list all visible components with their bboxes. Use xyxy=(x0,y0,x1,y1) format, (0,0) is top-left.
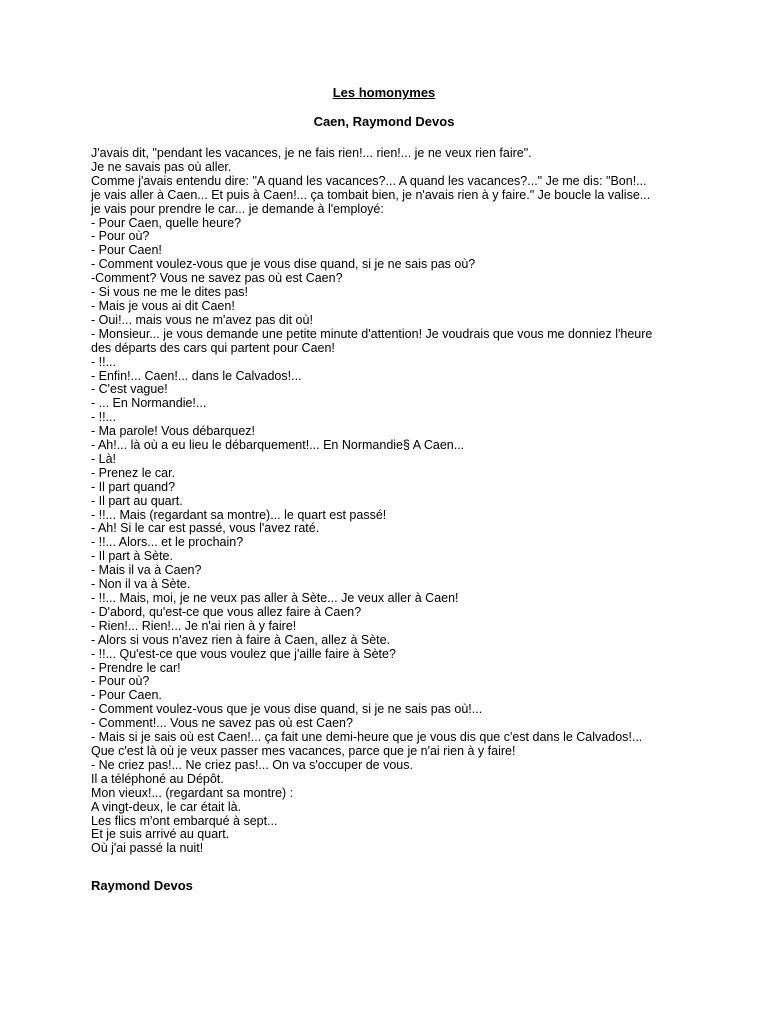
text-line: - Il part quand? xyxy=(91,479,176,494)
text-line: Et je suis arrivé au quart. xyxy=(91,827,230,842)
document-signature: Raymond Devos xyxy=(91,878,193,893)
text-line: - !!... Mais, moi, je ne veux pas aller à Sète... Je veux aller à Caen! xyxy=(91,591,459,605)
text-line: - Il part à Sète. xyxy=(91,549,173,564)
text-line: - Ma parole! Vous débarquez! xyxy=(91,424,255,439)
text-line: Comme j'avais entendu dire: "A quand les vacances?... A quand les vacances?..." Je me dis: "Bon!... xyxy=(91,173,647,188)
document-body xyxy=(91,147,691,856)
text-line: je vais aller à Caen... Et puis à Caen!... ça tombait bien, je n'avais rien à y faire." Je boucle la valise... xyxy=(91,187,651,202)
text-line: - Pour où? xyxy=(91,674,150,689)
text-line: - Pour Caen, quelle heure? xyxy=(91,215,242,230)
text-line: - ... En Normandie!... xyxy=(91,396,207,411)
text-line: - Oui!... mais vous ne m'avez pas dit où! xyxy=(91,312,313,327)
text-line: Où j'ai passé la nuit! xyxy=(91,841,204,856)
text-line: - !!... Qu'est-ce que vous voulez que j'aille faire à Sète? xyxy=(91,646,396,661)
text-line: - Si vous ne me le dites pas! xyxy=(91,285,249,300)
text-line: -Comment? Vous ne savez pas où est Caen? xyxy=(91,271,343,286)
text-line: - Mais je vous ai dit Caen! xyxy=(91,298,235,313)
text-line: - Prenez le car. xyxy=(91,465,176,480)
text-line: - Ah! Si le car est passé, vous l'avez raté. xyxy=(91,521,320,536)
text-line: - !!... Alors... et le prochain? xyxy=(91,535,244,550)
document-title: Les homonymes xyxy=(332,85,436,100)
text-line: - Comment voulez-vous que je vous dise quand, si je ne sais pas où? xyxy=(91,257,476,272)
text-line: Il a téléphoné au Dépôt. xyxy=(91,771,224,786)
text-line: Je ne savais pas où aller. xyxy=(91,159,232,174)
text-line: - Ne criez pas!... Ne criez pas!... On va s'occuper de vous. xyxy=(91,757,413,772)
text-line: - D'abord, qu'est-ce que vous allez faire à Caen? xyxy=(91,604,362,619)
text-line: - Non il va à Sète. xyxy=(91,577,191,592)
text-line: - !!... xyxy=(91,410,116,425)
text-line: Les flics m'ont embarqué à sept... xyxy=(91,813,278,828)
text-line: des départs des cars qui partent pour Caen! xyxy=(91,340,335,355)
text-line: - Là! xyxy=(91,451,117,466)
text-line: - Comment voulez-vous que je vous dise quand, si je ne sais pas où!... xyxy=(91,702,483,717)
text-line: je vais pour prendre le car... je demande à l'employé: xyxy=(91,201,384,216)
text-line: - Alors si vous n'avez rien à faire à Caen, allez à Sète. xyxy=(91,632,391,647)
document-subtitle: Caen, Raymond Devos xyxy=(313,114,455,129)
text-line: - Comment!... Vous ne savez pas où est Caen? xyxy=(91,716,353,731)
text-line: Mon vieux!... (regardant sa montre) : xyxy=(91,785,294,800)
text-line: - Pour où? xyxy=(91,229,150,244)
text-line: - !!... Mais (regardant sa montre)... le quart est passé! xyxy=(91,507,387,522)
text-line: - Pour Caen! xyxy=(91,243,162,258)
text-line: - C'est vague! xyxy=(91,382,168,397)
text-line: - Mais il va à Caen? xyxy=(91,563,202,578)
text-line: - !!... xyxy=(91,354,116,369)
text-line: - Prendre le car! xyxy=(91,660,181,675)
text-line: - Il part au quart. xyxy=(91,493,183,508)
text-line: - Pour Caen. xyxy=(91,688,162,703)
text-line: - Rien!... Rien!... Je n'ai rien à y faire! xyxy=(91,618,297,633)
text-line: - Ah!... là où a eu lieu le débarquement!... En Normandie§ A Caen... xyxy=(91,438,465,453)
text-line: - Monsieur... je vous demande une petite minute d'attention! Je voudrais que vous me donniez l'heure xyxy=(91,326,653,341)
text-line: J'avais dit, "pendant les vacances, je ne fais rien!... rien!... je ne veux rien faire". xyxy=(91,146,532,160)
text-line: - Mais si je sais où est Caen!... ça fait une demi-heure que je vous dis que c'est dans le Calvados!... xyxy=(91,730,643,745)
text-line: - Enfin!... Caen!... dans le Calvados!... xyxy=(91,368,302,383)
text-line: A vingt-deux, le car était là. xyxy=(91,799,242,814)
text-line: Que c'est là où je veux passer mes vacances, parce que je n'ai rien à y faire! xyxy=(91,743,516,758)
